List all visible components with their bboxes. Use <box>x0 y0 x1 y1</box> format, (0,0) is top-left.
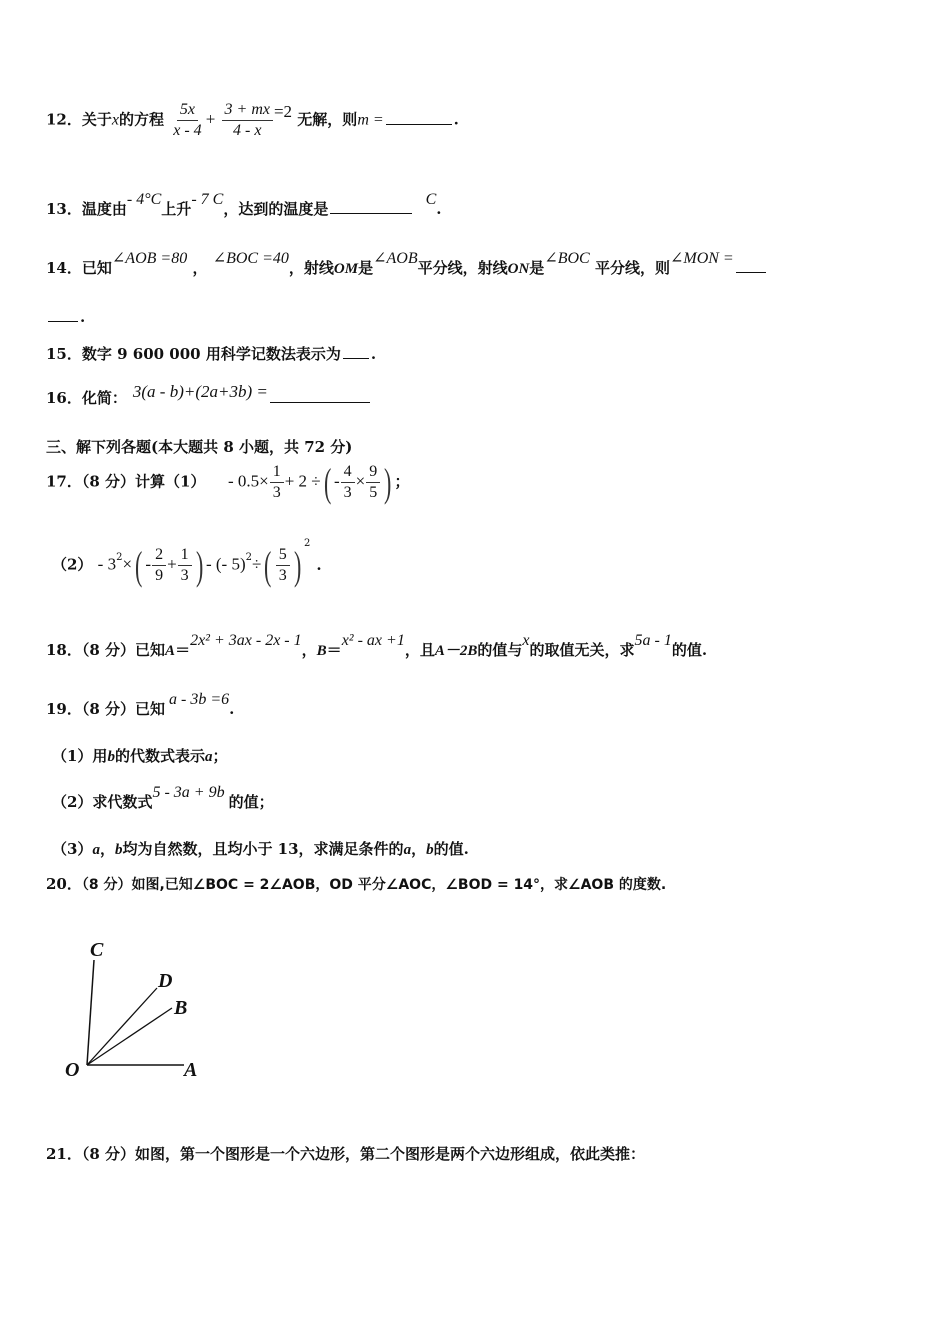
q17-2-div: ÷ <box>252 554 262 574</box>
q18-expr-B: x² - ax +1 <box>341 632 405 649</box>
q12-number: 12． <box>46 110 82 129</box>
q14-text-3: 是 <box>358 259 374 277</box>
q19-p2-b: 的值； <box>228 793 274 811</box>
label-d: D <box>158 970 173 992</box>
q16-expr: 3(a - b)+(2a+3b) = <box>132 382 268 401</box>
q19-end: . <box>229 700 235 718</box>
q20-text: （8 分）如图,已知∠BOC = 2∠AOB，OD 平分∠AOC，∠BOD = 14°，求∠AOB 的度数. <box>81 877 667 893</box>
q13-text-1: 温度由 <box>81 200 127 218</box>
q18-sep: ， <box>301 641 317 659</box>
q17-2-term-2: - (- 5) <box>205 554 246 574</box>
q14-expr-2: ∠BOC =40 <box>212 250 289 267</box>
q17-fraction-1: $\frac{1}{3}$ <box>270 462 284 503</box>
question-18 <box>46 632 708 660</box>
q17-2-paren-left-1: ( <box>135 542 143 588</box>
q19-p1-e: ； <box>212 747 228 765</box>
q15-text: 15．数字 9 600 000 用科学记数法表示为 <box>46 345 341 363</box>
q14-text-1: 已知 <box>81 259 112 277</box>
q16-text: 16．化简： <box>46 389 127 407</box>
q20-number: 20． <box>46 875 82 893</box>
q19-number: 19． <box>46 700 82 718</box>
label-c: C <box>90 939 104 961</box>
q18-eq-2: ＝ <box>326 641 342 659</box>
q14-answer-blank-2[interactable] <box>48 320 78 322</box>
q13-temp-1: - 4°C <box>126 191 162 208</box>
q17-2-fraction-1: $\frac{2}{9}$ <box>152 545 166 586</box>
q14-comma: ， <box>192 259 208 277</box>
q13-text-3: ，达到的温度是 <box>223 200 329 218</box>
q17-fraction-3: $\frac{9}{5}$ <box>366 462 380 503</box>
question-13 <box>46 191 442 219</box>
q19-p2-a: （2）求代数式 <box>52 793 153 811</box>
q12-end: . <box>453 110 459 129</box>
q17-number: 17． <box>46 472 82 491</box>
q19-p3-d: b <box>114 842 123 858</box>
section-3-title-text: 三、解下列各题(本大题共 8 小题，共 72 分) <box>46 438 353 456</box>
ray-ob <box>87 1008 172 1065</box>
q12-mid: 的方程 <box>119 110 165 129</box>
q12-var-x: x <box>111 111 119 129</box>
q18-text-2: 的值与 <box>477 641 523 659</box>
q14-expr-5: ∠MON = <box>669 250 734 267</box>
q13-text-2: 上升 <box>161 200 192 218</box>
q18-expr-C: 5a - 1 <box>634 632 672 649</box>
q14-expr-1: ∠AOB =80 <box>111 250 188 267</box>
q12-fraction-1: $\frac{5x}{x - 4}$ <box>173 101 202 139</box>
question-14 <box>46 250 768 278</box>
q14-expr-3: ∠AOB <box>373 250 418 267</box>
q17-2-plus: + <box>167 554 177 574</box>
q14-end: . <box>80 308 86 326</box>
q17-times: × <box>355 471 366 491</box>
q16-answer-blank[interactable] <box>270 401 370 403</box>
q17-2-minus: - <box>145 554 152 574</box>
q18-B: B <box>316 643 327 659</box>
q13-answer-blank[interactable] <box>330 212 412 214</box>
question-19-part-3 <box>52 838 469 859</box>
q12-fraction-2: $\frac{3 + mx}{4 - x}$ <box>222 100 273 141</box>
q12-post: 无解，则 <box>297 110 358 129</box>
q17-paren-left: ( <box>323 459 331 505</box>
q18-number: 18． <box>46 641 82 659</box>
q15-answer-blank[interactable] <box>343 357 369 359</box>
q19-p3-a: （3） <box>52 840 93 858</box>
label-o: O <box>65 1059 80 1081</box>
q17-2-paren-right-2: ) <box>293 542 302 588</box>
q18-score: （8 分）已知 <box>81 641 166 659</box>
q17-2-times: × <box>122 554 133 574</box>
q14-om: OM <box>333 261 359 277</box>
q14-answer-blank-1[interactable] <box>736 271 766 273</box>
q19-p3-g: ， <box>411 840 427 858</box>
q19-p2-expr: 5 - 3a + 9b <box>152 784 225 801</box>
q17-2-exp-3: 2 <box>304 537 311 549</box>
question-16 <box>46 382 372 408</box>
q19-p3-b: a <box>92 842 100 858</box>
q19-p3-c: ， <box>99 840 115 858</box>
q19-expr: a - 3b =6 <box>169 691 230 708</box>
question-20 <box>46 873 666 894</box>
q17-2-paren-right-1: ) <box>195 542 203 588</box>
q13-temp-2: - 7 C <box>191 191 224 208</box>
question-17-part-2 <box>52 537 322 588</box>
q17-fraction-2: $\frac{4}{3}$ <box>341 462 355 503</box>
q12-pre: 关于 <box>81 110 112 129</box>
q17-term-1: - 0.5× <box>227 471 269 491</box>
q17-2-exp-2: 2 <box>245 551 253 563</box>
question-19-part-2 <box>52 784 274 812</box>
q19-p1-d: a <box>204 749 213 765</box>
q17-2-end: . <box>316 555 322 574</box>
question-21 <box>46 1143 645 1164</box>
q17-2-paren-left-2: ( <box>264 542 272 588</box>
q18-text-3: 的取值无关，求 <box>529 641 635 659</box>
q17-2-term-1: - 3 <box>97 554 117 574</box>
q12-equals: =2 <box>273 101 293 121</box>
question-17 <box>46 459 410 505</box>
q19-score: （8 分）已知 <box>81 700 166 718</box>
q18-eq-1: ＝ <box>175 641 191 659</box>
q17-score: （8 分）计算（1） <box>81 472 206 491</box>
q18-expr-A: 2x² + 3ax - 2x - 1 <box>190 632 302 649</box>
question-15 <box>46 343 376 364</box>
q17-2-fraction-3: $\frac{5}{3}$ <box>276 545 290 586</box>
q13-unit: C <box>425 191 437 208</box>
label-a: A <box>184 1059 198 1081</box>
q17-2-exp-1: 2 <box>116 551 123 563</box>
q19-p3-i: 的值. <box>433 840 469 858</box>
q19-p1-c: 的代数式表示 <box>114 747 205 765</box>
q19-p3-h: b <box>426 842 434 858</box>
q14-expr-4: ∠BOC <box>544 250 590 267</box>
q18-x: x <box>522 632 530 649</box>
ray-oc <box>87 960 94 1065</box>
q17-2-fraction-2: $\frac{1}{3}$ <box>178 545 192 586</box>
q12-plus: + <box>205 109 216 129</box>
section-3-title <box>46 436 352 457</box>
q17-term-2: + 2 ÷ <box>284 471 321 491</box>
q19-p1-b: b <box>107 749 115 765</box>
q17-minus: - <box>333 471 340 491</box>
q19-p3-f: a <box>403 842 412 858</box>
question-14-continued <box>46 308 85 326</box>
q18-text-4: 的值. <box>671 641 708 659</box>
q12-m-eq: m = <box>357 111 384 129</box>
q14-text-5: 是 <box>529 259 545 277</box>
question-19 <box>46 691 235 719</box>
q18-A: A <box>165 643 176 659</box>
q15-end: . <box>370 345 377 363</box>
q14-text-6: 平分线，则 <box>594 259 670 277</box>
q17-part-2-label: （2） <box>52 555 93 574</box>
q19-p1-a: （1）用 <box>52 747 108 765</box>
question-12 <box>46 100 459 141</box>
q19-p3-e: 均为自然数，且均小于 13，求满足条件的 <box>122 840 404 858</box>
q17-end: ； <box>394 472 410 491</box>
q14-on: ON <box>507 261 530 277</box>
q18-text-1: ，且 <box>404 641 435 659</box>
q18-A-2B: A－2B <box>434 643 478 659</box>
q14-text-4: 平分线，射线 <box>417 259 508 277</box>
q21-text: 21．（8 分）如图，第一个图形是一个六边形，第二个图形是两个六边形组成，依此类推： <box>46 1145 646 1163</box>
q14-number: 14． <box>46 259 82 277</box>
q17-paren-right: ) <box>384 459 392 505</box>
angle-figure <box>60 930 230 1090</box>
q12-answer-blank[interactable] <box>386 123 452 125</box>
q14-text-2: ，射线 <box>288 259 334 277</box>
q13-number: 13． <box>46 200 82 218</box>
question-19-part-1 <box>52 745 227 766</box>
label-b: B <box>174 997 188 1019</box>
ray-od <box>87 988 157 1065</box>
q13-end: . <box>436 200 442 218</box>
